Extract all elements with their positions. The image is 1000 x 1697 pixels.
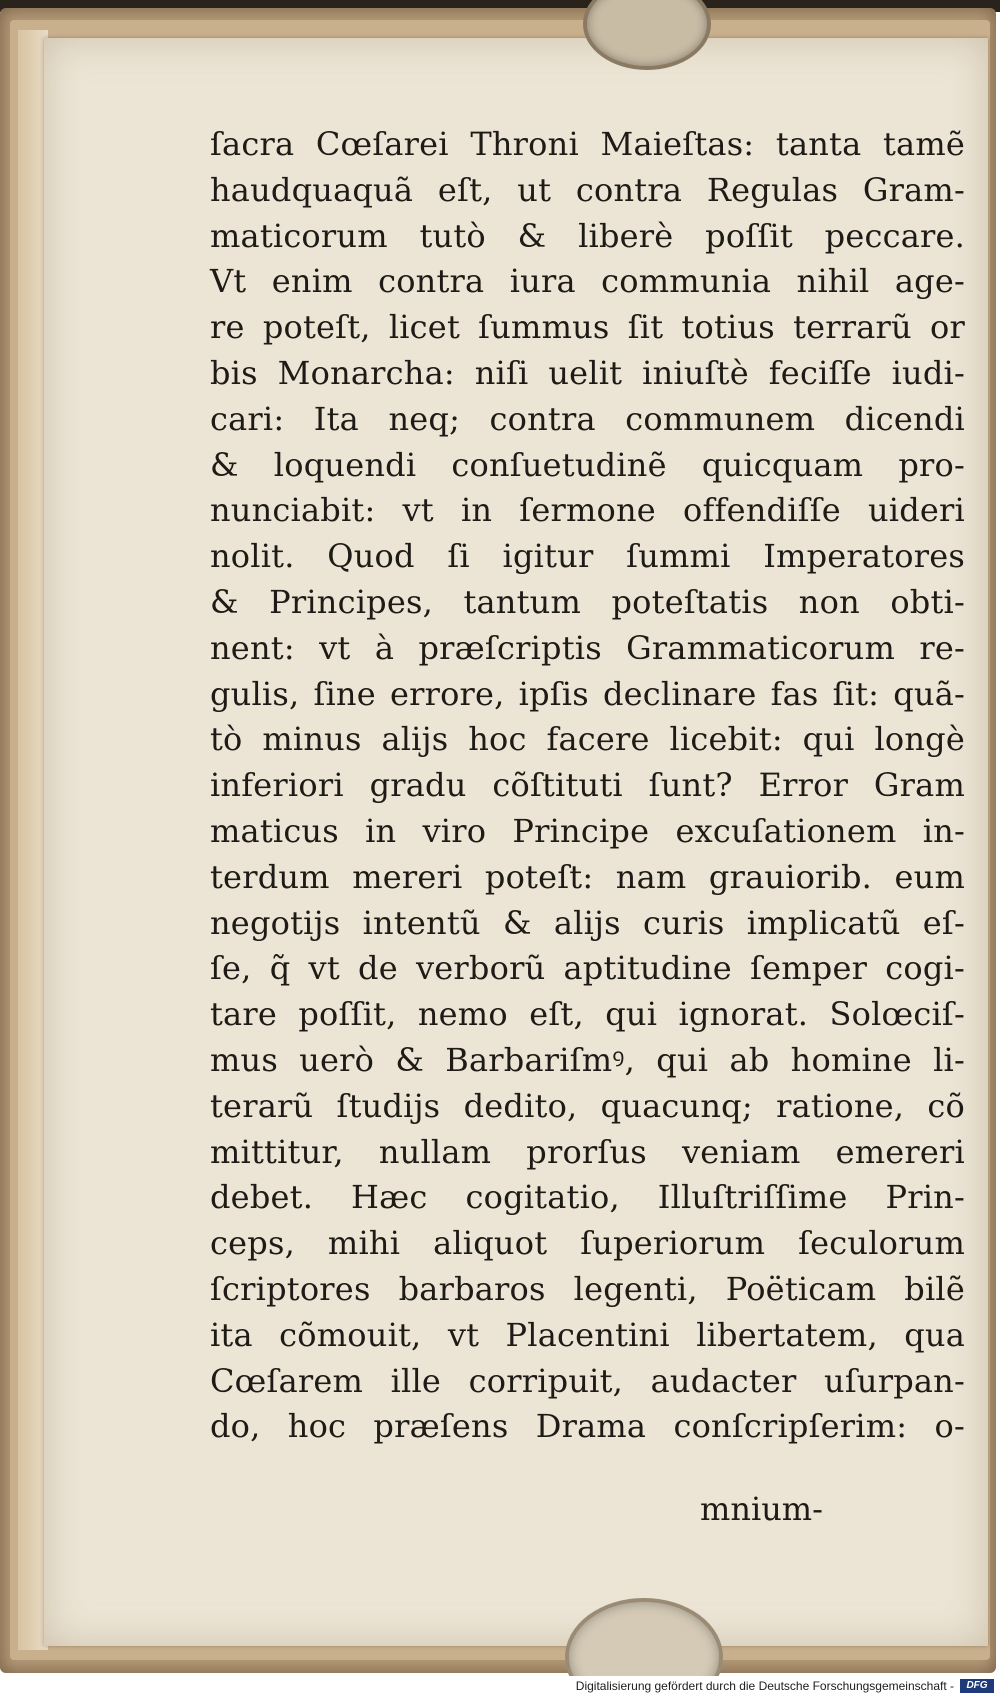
catchword: mnium-	[700, 1490, 823, 1528]
text-line: nunciabit: vt in ſermone offendiſſe uideri	[210, 491, 965, 530]
text-line: Cœſarem ille corripuit, audacter uſurpan-	[210, 1361, 965, 1400]
dfg-logo: DFG	[960, 1679, 994, 1693]
text-line: mus uerò & Barbariſmꝰ, qui ab homine li-	[210, 1040, 965, 1079]
text-line: haudquaquã eſt, ut contra Regulas Gram-	[210, 170, 965, 209]
text-line: cari: Ita neq; contra communem dicendi	[210, 399, 965, 438]
text-line: nent: vt à præſcriptis Grammaticorum re-	[210, 628, 965, 667]
text-line: terarũ ſtudijs dedito, quacunq; ratione, cõ	[210, 1086, 965, 1125]
text-line: terdum mereri poteſt: nam grauiorib. eum	[210, 857, 965, 896]
text-line: ceps, mihi aliquot ſuperiorum ſeculorum	[210, 1224, 965, 1263]
text-line: tò minus alijs hoc facere licebit: qui longè	[210, 720, 965, 759]
text-line: do, hoc præſens Drama conſcripſerim: o-	[210, 1407, 965, 1446]
text-line: ſcriptores barbaros legenti, Poëticam bilẽ	[210, 1269, 965, 1308]
text-line: & loquendi conſuetudinẽ quicquam pro-	[210, 445, 965, 484]
text-line: bis Monarcha: niſi uelit iniuſtè feciſſe iudi-	[210, 353, 965, 392]
funding-credit: Digitalisierung gefördert durch die Deutsche Forschungsgemeinschaft -	[575, 1679, 954, 1693]
text-line: maticus in viro Principe excuſationem in-	[210, 811, 965, 850]
digitization-footer	[0, 1676, 1000, 1697]
text-line: mittitur, nullam prorſus veniam emereri	[210, 1132, 965, 1171]
text-line: negotijs intentũ & alijs curis implicatũ eſ-	[210, 903, 965, 942]
text-line: debet. Hæc cogitatio, Illuſtriſſime Prin-	[210, 1178, 965, 1217]
printed-text-block	[210, 122, 965, 1450]
text-line: tare poſſit, nemo eſt, qui ignorat. Solœciſ-	[210, 995, 965, 1034]
text-line: gulis, ſine errore, ipſis declinare fas ſit: quã-	[210, 674, 965, 713]
text-line: ſe, q̃ vt de verborũ aptitudine ſemper cogi-	[210, 949, 965, 988]
text-line: maticorum tutò & liberè poſſit peccare.	[210, 216, 965, 255]
text-line: Vt enim contra iura communia nihil age-	[210, 262, 965, 301]
text-line: & Principes, tantum poteſtatis non obti-	[210, 582, 965, 621]
text-line: nolit. Quod ſi igitur ſummi Imperatores	[210, 537, 965, 576]
text-line: inferiori gradu cõſtituti ſunt? Error Gram	[210, 766, 965, 805]
text-line: re poteſt, licet ſummus ſit totius terrarũ or	[210, 308, 965, 347]
text-line: ita cõmouit, vt Placentini libertatem, qua	[210, 1315, 965, 1354]
text-line: ſacra Cœſarei Throni Maieſtas: tanta tamẽ	[210, 125, 965, 163]
